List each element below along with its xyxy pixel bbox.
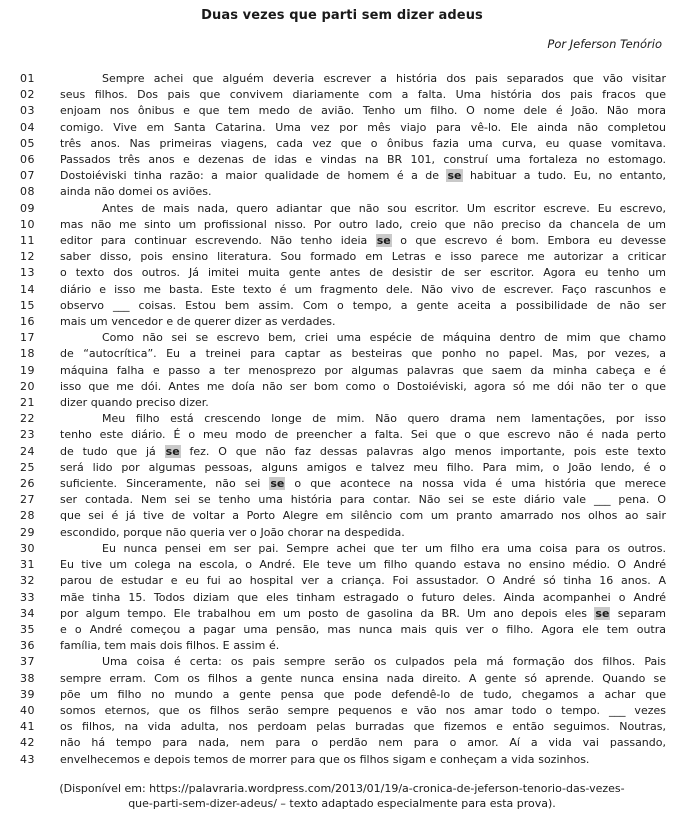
text-line	[20, 152, 666, 168]
text-line	[20, 622, 666, 638]
line-text: ainda não domei os aviões.	[60, 185, 212, 199]
line-number: 09	[20, 201, 35, 215]
text-line	[20, 573, 666, 589]
line-text: ser contada. Nem sei se tenho uma história para contar. Não sei se este diário vale ___ pena. O	[60, 493, 666, 507]
line-text: diário e isso me basta. Este texto é um fragmento dele. Não vivo de escrever. Faço rascunhos e	[60, 282, 666, 296]
line-text: enjoam nos ônibus e que tem medo de avião. Tenho um filho. O nome dele é João. Não mora	[60, 104, 666, 118]
text-line	[20, 168, 666, 184]
text-line	[20, 525, 666, 541]
line-number: 07	[20, 169, 35, 183]
line-text: de tudo que já se fez. O que não faz dessas palavras algo menos importante, pois este texto	[60, 444, 666, 458]
text-line	[20, 492, 666, 508]
line-number: 05	[20, 136, 35, 150]
line-text: põe um filho no mundo a gente pensa que pode defendê-lo de tudo, chegamos a achar que	[60, 687, 666, 701]
text-line	[20, 411, 666, 427]
line-number: 31	[20, 558, 35, 572]
line-number: 04	[20, 120, 35, 134]
text-line	[20, 265, 666, 281]
line-number: 18	[20, 347, 35, 361]
text-line	[20, 606, 666, 622]
author-byline: Por Jeferson Tenório	[547, 37, 662, 51]
line-text: Sempre achei que alguém deveria escrever a história dos pais separados que vão visitar	[102, 72, 666, 85]
line-text: Antes de mais nada, quero adiantar que não sou escritor. Um escritor escreve. Eu escrevo,	[102, 201, 666, 215]
text-line	[20, 346, 666, 362]
line-text: família, tem mais dois filhos. E assim é.	[60, 639, 280, 653]
text-line	[20, 703, 666, 719]
text-line	[20, 735, 666, 751]
line-text: Meu filho está crescendo longe de mim. Não quero drama nem lamentações, por isso	[102, 412, 666, 426]
line-text: Eu tive um colega na escola, o André. Ele teve um filho quando estava no ensino médio. O André	[60, 558, 666, 572]
text-line	[20, 719, 666, 735]
line-text: observo ___ coisas. Estou bem assim. Com o tempo, a gente aceita a possibilidade de não ser	[60, 298, 666, 312]
line-text: Como não sei se escrevo bem, criei uma espécie de máquina dentro de mim que chamo	[102, 331, 666, 345]
line-text: suficiente. Sinceramente, não sei se o que acontece na nossa vida é uma história que merece	[60, 477, 666, 491]
text-line	[20, 363, 666, 379]
line-text: saber disso, pois ensino literatura. Sou formado em Letras e isso parece me autorizar a criticar	[60, 250, 666, 264]
line-number: 23	[20, 428, 35, 442]
line-text: Uma coisa é certa: os pais sempre serão os culpados pela má formação dos filhos. Pais	[102, 655, 666, 669]
text-line	[20, 103, 666, 119]
line-number: 32	[20, 574, 35, 588]
line-number: 14	[20, 282, 35, 296]
text-line	[20, 136, 666, 152]
line-text: dizer quando preciso dizer.	[60, 396, 209, 410]
line-number: 42	[20, 736, 35, 750]
line-number: 33	[20, 590, 35, 604]
text-line	[20, 71, 666, 87]
line-number: 21	[20, 396, 35, 410]
line-number: 40	[20, 703, 35, 717]
line-text: isso que me dói. Antes me doía não ser bom como o Dostoiéviski, agora só me dói não ter o que	[60, 379, 666, 393]
text-line	[20, 427, 666, 443]
text-line	[20, 314, 666, 330]
line-number: 29	[20, 525, 35, 539]
line-text: sempre erram. Com os filhos a gente nunca ensina nada direito. A gente só aprende. Quando se	[60, 671, 666, 685]
line-text: mãe tinha 15. Todos diziam que eles tinham estragado o futuro deles. Ainda acompanhei o André	[60, 590, 666, 604]
highlighted-word: se	[270, 477, 285, 491]
line-text: que sei é já tive de voltar a Porto Alegre em silêncio com um pranto amarrado nos olhos ao sair	[60, 509, 666, 523]
line-number: 30	[20, 541, 35, 555]
line-number: 37	[20, 655, 35, 669]
text-line	[20, 249, 666, 265]
text-line	[20, 444, 666, 460]
line-text: Dostoiéviski tinha razão: a maior qualidade de homem é a de se habituar a tudo. Eu, no entanto,	[60, 169, 666, 183]
line-text: por algum tempo. Ele trabalhou em um posto de gasolina da BR. Um ano depois eles se separam	[60, 606, 666, 620]
line-text: mais um vencedor e de querer dizer as verdades.	[60, 315, 336, 329]
highlighted-word: se	[165, 444, 180, 458]
line-number: 06	[20, 153, 35, 167]
line-text: mas não me sinto um profissional nisso. Por outro lado, creio que não preciso da chancela de um	[60, 217, 666, 231]
line-number: 16	[20, 315, 35, 329]
highlighted-word: se	[376, 234, 391, 248]
text-line	[20, 654, 666, 670]
highlighted-word: se	[595, 606, 610, 620]
line-number: 39	[20, 687, 35, 701]
text-line	[20, 671, 666, 687]
line-number: 13	[20, 266, 35, 280]
highlighted-word: se	[447, 169, 462, 183]
line-number: 22	[20, 412, 35, 426]
line-number: 27	[20, 493, 35, 507]
line-text: máquina falha e passo a ter menosprezo por algumas palavras que saem da minha cabeça e é	[60, 363, 666, 377]
line-text: os filhos, na vida adulta, nos perdoam pelas burradas que fizemos e então seguimos. Noutras,	[60, 720, 666, 734]
source-citation	[0, 781, 684, 811]
text-line	[20, 282, 666, 298]
page-title: Duas vezes que parti sem dizer adeus	[201, 8, 483, 23]
line-text: editor para continuar escrevendo. Não tenho ideia se o que escrevo é bom. Embora eu devesse	[60, 234, 666, 248]
source-citation-line-2: que-parti-sem-dizer-adeus/ – texto adaptado especialmente para esta prova).	[128, 796, 556, 810]
line-number: 12	[20, 250, 35, 264]
line-text: escondido, porque não queria ver o João chorar na despedida.	[60, 525, 405, 539]
text-line	[20, 395, 666, 411]
line-number: 35	[20, 622, 35, 636]
line-text: e o André começou a pagar uma pensão, mas nunca mais quis ver o filho. Agora ele tem outra	[60, 622, 666, 636]
line-number: 10	[20, 217, 35, 231]
line-number: 19	[20, 363, 35, 377]
text-line	[20, 460, 666, 476]
line-number: 03	[20, 104, 35, 118]
line-text: envelhecemos e depois temos de morrer para que os filhos sigam e conheçam a vida sozinhos.	[60, 752, 590, 766]
line-text: tenho este diário. É o meu modo de preencher a falta. Sei que o que escrevo não é nada perto	[60, 428, 666, 442]
text-line	[20, 590, 666, 606]
line-number: 43	[20, 752, 35, 766]
text-line	[20, 233, 666, 249]
text-line	[20, 184, 666, 200]
line-number: 38	[20, 671, 35, 685]
line-number: 20	[20, 379, 35, 393]
line-number: 08	[20, 185, 35, 199]
text-line	[20, 508, 666, 524]
text-line	[20, 120, 666, 136]
line-number: 02	[20, 88, 35, 102]
line-number: 26	[20, 477, 35, 491]
line-number: 25	[20, 460, 35, 474]
line-text: não há tempo para nada, nem para o perdão nem para o amor. Aí a vida vai passando,	[60, 736, 666, 750]
line-text: será lido por algumas pessoas, alguns amigos e talvez meu filho. Para mim, o João lendo, é o	[60, 460, 666, 474]
text-line	[20, 201, 666, 217]
text-line	[20, 557, 666, 573]
line-number: 36	[20, 639, 35, 653]
line-text: o texto dos outros. Já imitei muita gente antes de desistir de ser escritor. Agora eu tenho um	[60, 266, 666, 280]
line-text: somos eternos, que os filhos serão sempre pequenos e vão nos amar todo o tempo. ___ vezes	[60, 703, 666, 717]
line-number: 11	[20, 234, 35, 248]
line-number: 15	[20, 298, 35, 312]
line-text: comigo. Vive em Santa Catarina. Uma vez por mês viajo para vê-lo. Ele ainda não completou	[60, 120, 666, 134]
text-line	[20, 476, 666, 492]
text-line	[20, 752, 666, 768]
line-text: três anos. Nas primeiras viagens, cada vez que o ônibus fazia uma curva, eu quase vomitava.	[60, 136, 666, 150]
line-text: parou de estudar e eu fui ao hospital ver a criança. Foi assustador. O André só tinha 16 anos. A	[60, 574, 666, 588]
text-line	[20, 217, 666, 233]
text-body	[0, 71, 684, 768]
source-citation-line-1: (Disponível em: https://palavraria.wordpress.com/2013/01/19/a-cronica-de-jeferson-tenorio-das-vezes-	[59, 781, 625, 795]
line-text: de “autocrítica”. Eu a treinei para captar as besteiras que ponho no papel. Mas, por vezes, a	[60, 347, 666, 361]
text-line	[20, 638, 666, 654]
text-line	[20, 379, 666, 395]
text-line	[20, 687, 666, 703]
text-line	[20, 330, 666, 346]
line-number: 34	[20, 606, 35, 620]
text-line	[20, 87, 666, 103]
line-number: 41	[20, 720, 35, 734]
line-number: 24	[20, 444, 35, 458]
line-number: 01	[20, 72, 35, 85]
text-line	[20, 541, 666, 557]
line-text: Passados três anos e dezenas de idas e vindas na BR 101, construí uma fortaleza no estomago.	[60, 153, 666, 167]
line-number: 17	[20, 331, 35, 345]
line-text: Eu nunca pensei em ser pai. Sempre achei que ter um filho era uma coisa para os outros.	[102, 541, 666, 555]
line-text: seus filhos. Dos pais que convivem diariamente com a falta. Uma história dos pais fracos que	[60, 88, 666, 102]
line-number: 28	[20, 509, 35, 523]
text-line	[20, 298, 666, 314]
